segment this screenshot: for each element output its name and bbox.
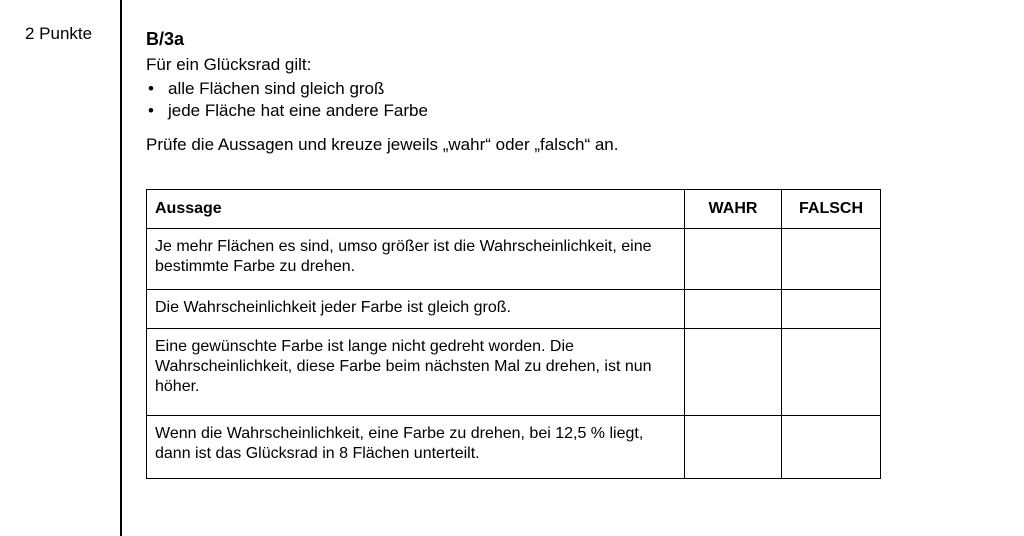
statement-cell: Die Wahrscheinlichkeit jeder Farbe ist gleich groß. [147,290,685,329]
statement-cell: Wenn die Wahrscheinlichkeit, eine Farbe zu drehen, bei 12,5 % liegt, dann ist das Glücksrad in 8 Flächen unterteilt. [147,416,685,479]
list-item-text: jede Fläche hat eine andere Farbe [168,101,428,120]
bullet-icon: • [148,79,154,98]
table-row [147,416,881,479]
table-header-row [147,190,881,229]
task-instruction: Prüfe die Aussagen und kreuze jeweils „wahr“ oder „falsch“ an. [146,135,619,154]
header-false: FALSCH [782,190,881,229]
bullet-icon: • [148,101,154,120]
margin-divider [120,0,122,536]
statement-cell: Je mehr Flächen es sind, umso größer ist die Wahrscheinlichkeit, eine bestimmte Farbe zu drehen. [147,229,685,290]
true-checkbox-cell[interactable] [685,416,782,479]
statements-table [146,189,881,479]
statement-cell: Eine gewünschte Farbe ist lange nicht gedreht worden. Die Wahrscheinlichkeit, diese Farbe beim nächsten Mal zu drehen, ist nun höher. [147,329,685,416]
true-checkbox-cell[interactable] [685,229,782,290]
points-label: 2 Punkte [25,24,93,43]
conditions-list [146,78,886,122]
true-checkbox-cell[interactable] [685,329,782,416]
false-checkbox-cell[interactable] [782,229,881,290]
table-row [147,329,881,416]
table-row [147,229,881,290]
task-id: B/3a [146,29,185,49]
false-checkbox-cell[interactable] [782,329,881,416]
false-checkbox-cell[interactable] [782,416,881,479]
task-intro: Für ein Glücksrad gilt: [146,55,312,74]
task-content [146,28,886,156]
list-item [146,78,886,100]
header-true: WAHR [685,190,782,229]
header-statement: Aussage [147,190,685,229]
true-checkbox-cell[interactable] [685,290,782,329]
list-item-text: alle Flächen sind gleich groß [168,79,385,98]
false-checkbox-cell[interactable] [782,290,881,329]
table-row [147,290,881,329]
list-item [146,100,886,122]
